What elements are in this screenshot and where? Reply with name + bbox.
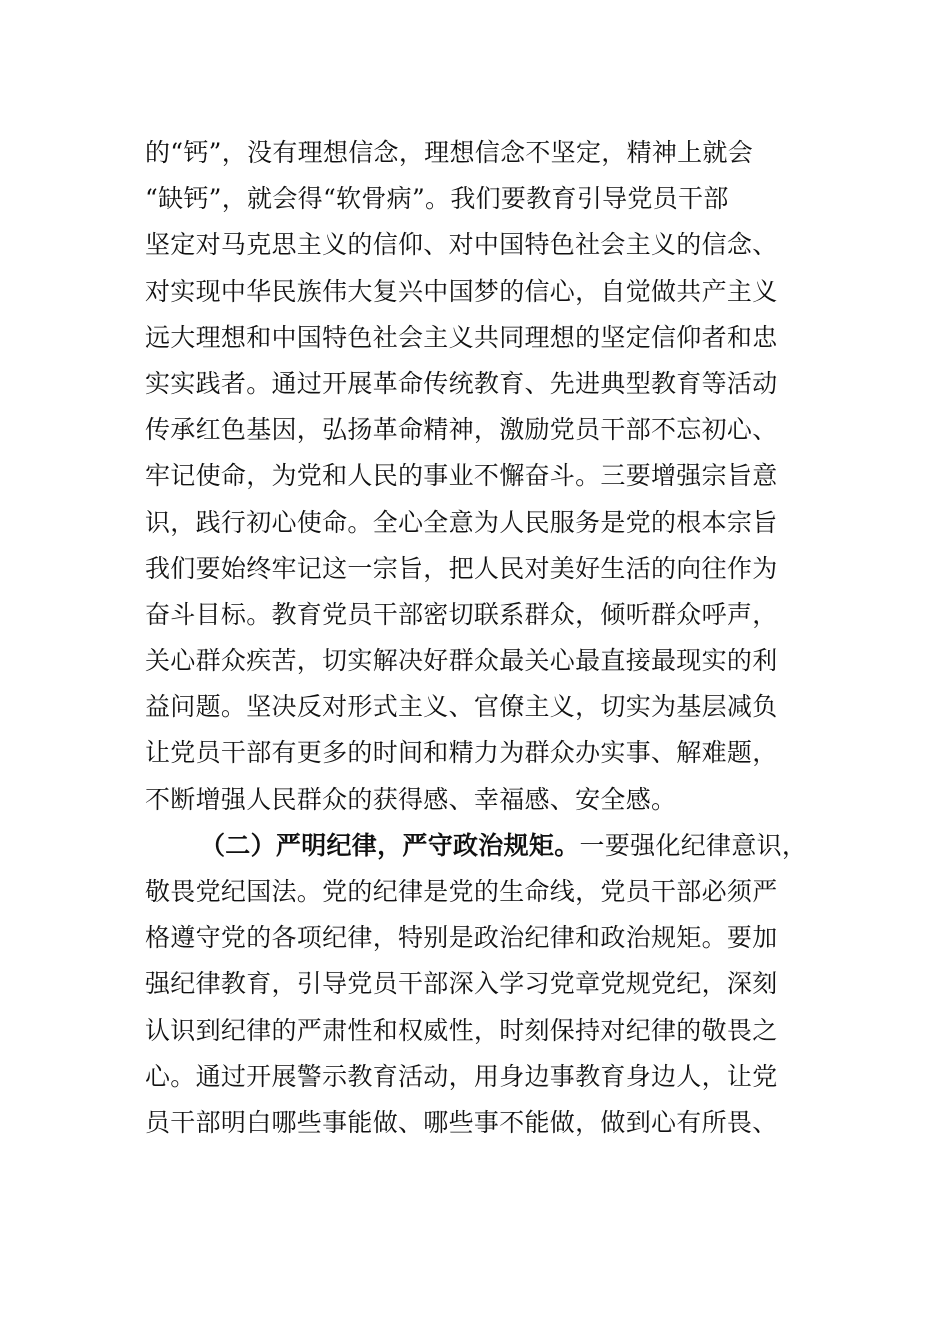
section-heading-continuation: 一要强化纪律意识， — [579, 830, 808, 860]
paragraph-line: 传承红色基因，弘扬革命精神，激励党员干部不忘初心、 — [145, 415, 778, 445]
section-heading-line — [145, 823, 825, 869]
body-text — [145, 130, 825, 1146]
paragraph-line: 识，践行初心使命。全心全意为人民服务是党的根本宗旨 — [145, 507, 778, 537]
paragraph-line: 益问题。坚决反对形式主义、官僚主义，切实为基层减负 — [145, 692, 778, 722]
paragraph-line: 心。通过开展警示教育活动，用身边事教育身边人，让党 — [145, 1061, 778, 1091]
paragraph-line: 关心群众疾苦，切实解决好群众最关心最直接最现实的利 — [145, 646, 778, 676]
paragraph-line: 让党员干部有更多的时间和精力为群众办实事、解难题， — [145, 738, 778, 768]
paragraph-line: 实实践者。通过开展革命传统教育、先进典型教育等活动 — [145, 368, 778, 398]
paragraph-line: 对实现中华民族伟大复兴中国梦的信心，自觉做共产主义 — [145, 276, 778, 306]
paragraph-line: 远大理想和中国特色社会主义共同理想的坚定信仰者和忠 — [145, 322, 778, 352]
paragraph-line: 员干部明白哪些事能做、哪些事不能做，做到心有所畏、 — [145, 1107, 778, 1137]
paragraph-line: “缺钙”，就会得“软骨病”。我们要教育引导党员干部 — [145, 184, 729, 214]
paragraph-line: 不断增强人民群众的获得感、幸福感、安全感。 — [145, 784, 677, 814]
paragraph-line: 我们要始终牢记这一宗旨，把人民对美好生活的向往作为 — [145, 553, 778, 583]
paragraph-line: 牢记使命，为党和人民的事业不懈奋斗。三要增强宗旨意 — [145, 461, 778, 491]
paragraph-line: 的“钙”，没有理想信念，理想信念不坚定，精神上就会 — [145, 138, 754, 167]
paragraph-line: 认识到纪律的严肃性和权威性，时刻保持对纪律的敬畏之 — [145, 1015, 778, 1045]
paragraph-line: 敬畏党纪国法。党的纪律是党的生命线，党员干部必须严 — [145, 877, 778, 906]
paragraph-line: 格遵守党的各项纪律，特别是政治纪律和政治规矩。要加 — [145, 923, 778, 953]
section-heading: （二）严明纪律，严守政治规矩。 — [200, 830, 580, 860]
paragraph-line: 强纪律教育，引导党员干部深入学习党章党规党纪，深刻 — [145, 969, 778, 999]
paragraph-line: 坚定对马克思主义的信仰、对中国特色社会主义的信念、 — [145, 230, 778, 260]
paragraph-line: 奋斗目标。教育党员干部密切联系群众，倾听群众呼声， — [145, 599, 778, 629]
